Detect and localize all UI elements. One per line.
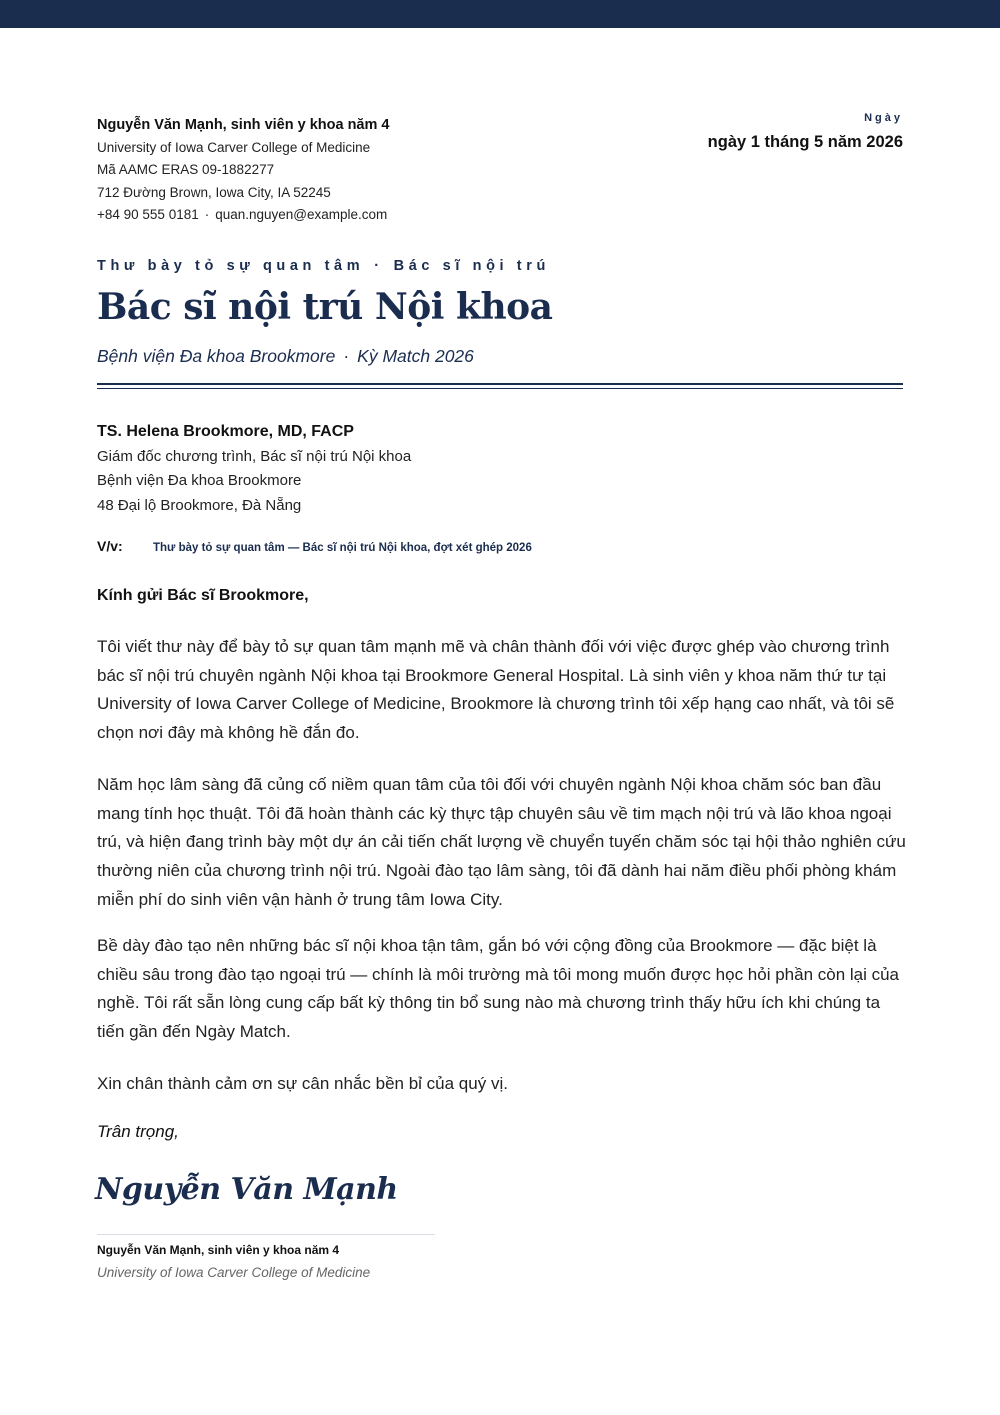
eyebrow-position: Bác sĩ nội trú bbox=[393, 258, 550, 274]
body-paragraph-1: Tôi viết thư này để bày tỏ sự quan tâm mạnh mẽ và chân thành đối với việc được ghép vào chương trình bác sĩ nội trú chuyên ngành Nội khoa tại Brookmore General Hospital. Là sinh viên y khoa năm thứ tư tại University of Iowa Carver College of Medicine, Brookmore là chương trình tôi xếp hạng cao nhất, và tôi sẽ chọn nơi đây mà không hề đắn đo. bbox=[97, 637, 895, 743]
closing: Trân trọng, bbox=[97, 1122, 179, 1141]
recipient-address: 48 Đại lộ Brookmore, Đà Nẵng bbox=[97, 496, 302, 514]
subtitle-hospital: Bệnh viện Đa khoa Brookmore bbox=[97, 346, 336, 366]
salutation: Kính gửi Bác sĩ Brookmore, bbox=[97, 587, 309, 604]
contact-separator: · bbox=[204, 207, 210, 222]
recipient-name: TS. Helena Brookmore, MD, FACP bbox=[97, 423, 354, 440]
date-label: Ngày bbox=[864, 112, 903, 124]
sender-contact bbox=[97, 204, 390, 227]
subject-line bbox=[97, 538, 532, 556]
body-paragraph-4: Xin chân thành cảm ơn sự cân nhắc bền bỉ của quý vị. bbox=[97, 1074, 508, 1093]
header-divider-thick bbox=[97, 383, 903, 385]
page-title: Bác sĩ nội trú Nội khoa bbox=[97, 286, 553, 328]
subtitle-match: Kỳ Match 2026 bbox=[357, 346, 474, 366]
body-paragraph-3: Bề dày đào tạo nên những bác sĩ nội khoa tận tâm, gắn bó với cộng đồng của Brookmore — đặc biệt là chiều sâu trong đào tạo ngoại trú — chính là môi trường mà tôi mong muốn được học hỏi phần còn lại của nghề. Tôi rất sẵn lòng cung cấp bất kỳ thông tin bổ sung nào mà chương trình thấy hữu ích khi chúng ta tiến gần đến Ngày Match. bbox=[97, 936, 900, 1042]
top-accent-bar bbox=[0, 0, 1000, 28]
sender-phone: +84 90 555 0181 bbox=[97, 207, 199, 222]
subtitle bbox=[97, 346, 474, 367]
subject-label: V/v: bbox=[97, 538, 123, 554]
eyebrow-letter-type: Thư bày tỏ sự quan tâm bbox=[97, 258, 365, 274]
date-value: ngày 1 tháng 5 năm 2026 bbox=[707, 133, 903, 151]
sender-email: quan.nguyen@example.com bbox=[215, 207, 388, 222]
sender-block bbox=[97, 114, 390, 227]
recipient-hospital: Bệnh viện Đa khoa Brookmore bbox=[97, 472, 302, 489]
sender-aamc-id: Mã AAMC ERAS 09-1882277 bbox=[97, 162, 275, 177]
subtitle-separator: · bbox=[343, 346, 350, 366]
recipient-role: Giám đốc chương trình, Bác sĩ nội trú Nội khoa bbox=[97, 447, 412, 465]
sender-school: University of Iowa Carver College of Medicine bbox=[97, 139, 371, 155]
signature-divider bbox=[97, 1234, 435, 1235]
signature-name: Nguyễn Văn Mạnh, sinh viên y khoa năm 4 bbox=[97, 1243, 340, 1257]
signature-school: University of Iowa Carver College of Medicine bbox=[97, 1265, 371, 1280]
sender-address: 712 Đường Brown, Iowa City, IA 52245 bbox=[97, 184, 331, 200]
sender-name: Nguyễn Văn Mạnh, sinh viên y khoa năm 4 bbox=[97, 117, 390, 133]
eyebrow-separator: · bbox=[374, 258, 384, 274]
recipient-block bbox=[97, 420, 411, 518]
date-block bbox=[708, 112, 903, 152]
letter-type-eyebrow bbox=[97, 258, 550, 274]
body-paragraph-2: Năm học lâm sàng đã củng cố niềm quan tâm của tôi đối với chuyên ngành Nội khoa chăm sóc ban đầu mang tính học thuật. Tôi đã hoàn thành các kỳ thực tập chuyên sâu về tim mạch nội trú và lão khoa ngoại trú, và hiện đang trình bày một dự án cải tiến chất lượng về chuyển tuyến chăm sóc tại hội thảo nghiên cứu thường niên của chương trình nội trú. Ngoài đào tạo lâm sàng, tôi đã dành hai năm điều phối phòng khám miễn phí do sinh viên vận hành ở trung tâm Iowa City. bbox=[97, 775, 906, 909]
signature-script: Nguyễn Văn Mạnh bbox=[95, 1172, 398, 1207]
header-divider-thin bbox=[97, 388, 903, 389]
subject-text: Thư bày tỏ sự quan tâm — Bác sĩ nội trú Nội khoa, đợt xét ghép 2026 bbox=[153, 542, 532, 554]
